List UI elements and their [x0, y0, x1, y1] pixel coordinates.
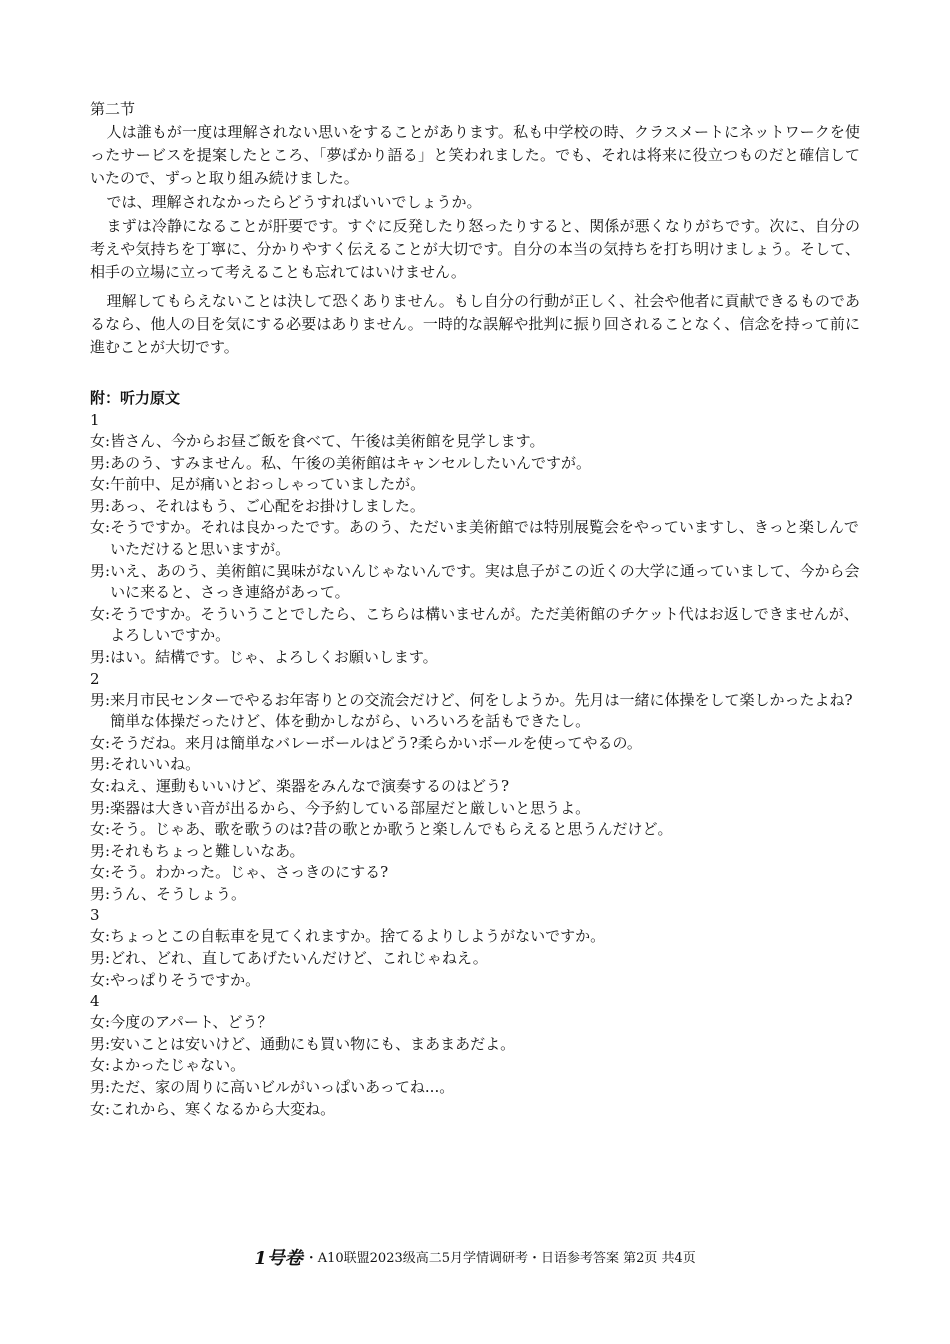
speaker-label: 女:	[90, 863, 111, 882]
line-text: ただ、家の周りに高いビルがいっぱいあってね...。	[110, 1078, 455, 1097]
dialogue-line	[90, 926, 860, 948]
speaker-label: 女:	[90, 1013, 111, 1032]
dialogue-line	[90, 776, 860, 798]
dialogue-line	[90, 970, 860, 992]
speaker-label: 男:	[90, 884, 111, 903]
paragraph-1: 人は誰もが一度は理解されない思いをすることがあります。私も中学校の時、クラスメートにネットワークを使ったサービスを提案したところ、「夢ばかり語る」と笑われました。でも、それは将来に役立つものだと確信していたので、ずっと取り組み続けました。	[90, 123, 860, 187]
speaker-label: 女:	[90, 820, 111, 839]
dialogue-line	[90, 517, 860, 560]
line-text: どれ、どれ、直してあげたいんだけど、これじゃねえ。	[110, 949, 488, 968]
line-text: 安いことは安いけど、通動にも買い物にも、まあまあだよ。	[110, 1034, 516, 1053]
speaker-label: 女:	[90, 733, 111, 752]
dialogue-line	[90, 798, 860, 820]
dialogue-line	[90, 604, 860, 647]
document-body	[90, 98, 860, 1120]
line-text: はい。結構です。じゃ、よろしくお願いします。	[110, 647, 438, 666]
section-title: 第二节	[90, 100, 136, 118]
speaker-label: 女:	[90, 518, 111, 537]
speaker-label: 男:	[90, 496, 111, 515]
speaker-label: 男:	[90, 690, 111, 709]
dialogue-line	[90, 733, 860, 755]
speaker-label: 男:	[90, 949, 111, 968]
line-text: 来月市民センターでやるお年寄りとの交流会だけど、何をしようか。先月は一緒に体操をして楽しかったよね?簡単な体操だったけど、体を動かしながら、いろいろを話もできたし。	[110, 690, 853, 731]
speaker-label: 女:	[90, 1056, 111, 1075]
line-text: ねえ、運動もいいけど、楽器をみんなで演奏するのはどう?	[110, 776, 510, 795]
speaker-label: 男:	[90, 755, 111, 774]
line-text: 楽器は大きい音が出るから、今予約している部屋だと厳しいと思うよ。	[110, 798, 591, 817]
line-text: それもちょっと難しいなあ。	[110, 841, 305, 860]
dialogue-line	[90, 690, 860, 733]
line-text: そうですか。それは良かったです。あのう、ただいま美術館では特別展覧会をやっていますし、きっと楽しんでいただけると思いますが。	[110, 518, 859, 558]
dialogue-line	[90, 1099, 860, 1121]
line-text: よかったじゃない。	[110, 1056, 246, 1075]
line-text: そう。わかった。じゃ、さっきのにする?	[110, 863, 389, 882]
speaker-label: 男:	[90, 841, 111, 860]
dialogue-line	[90, 819, 860, 841]
dialogue-line	[90, 948, 860, 970]
speaker-label: 女:	[90, 604, 111, 623]
footer-text: ・A10联盟2023级高二5月学情调研考・日语参考答案 第2页 共4页	[304, 1251, 696, 1266]
paragraph-4: 理解してもらえないことは決して恐くありません。もし自分の行動が正しく、社会や他者に貢献できるものであるなら、他人の目を気にする必要はありません。一時的な誤解や批判に振り回されることなく、信念を持って前に進むことが大切です。	[90, 292, 860, 356]
dialogue-line	[90, 1012, 860, 1034]
line-text: あっ、それはもう、ご心配をお掛けしました。	[110, 496, 425, 515]
line-text: いえ、あのう、美術館に異味がないんじゃないんです。実は息子がこの近くの大学に通っていまして、今から会いに来ると、さっき連絡があって。	[110, 561, 860, 602]
speaker-label: 女:	[90, 432, 111, 450]
dialogue-number: 4	[90, 992, 100, 1011]
dialogue-line	[90, 841, 860, 863]
line-text: ちょっとこの自転車を見てくれますか。捨てるよりしようがないですか。	[110, 927, 606, 946]
line-text: 皆さん、今からお昼ご飯を食べて、午後は美術館を見学します。	[110, 432, 545, 450]
line-text: そうだね。来月は簡単なバレーボールはどう?柔らかいボールを使ってやるの。	[110, 733, 642, 752]
speaker-label: 女:	[90, 776, 111, 795]
line-text: あのう、すみません。私、午後の美術館はキャンセルしたいんですが。	[110, 453, 591, 472]
speaker-label: 女:	[90, 1099, 111, 1118]
dialogue-number: 3	[90, 906, 100, 925]
line-text: そう。じゃあ、歌を歌うのは?昔の歌とか歌うと楽しんでもらえると思うんだけど。	[110, 820, 673, 839]
dialogue-line	[90, 647, 860, 669]
line-text: うん、そうしょう。	[110, 884, 246, 903]
speaker-label: 女:	[90, 475, 111, 494]
line-text: これから、寒くなるから大変ね。	[110, 1099, 336, 1118]
dialogue-line	[90, 453, 860, 475]
dialogue-line	[90, 1077, 860, 1099]
dialogue-number: 2	[90, 669, 100, 688]
dialogue-line	[90, 496, 860, 518]
speaker-label: 男:	[90, 647, 111, 666]
line-text: 今度のアパート、どう？	[110, 1013, 273, 1032]
line-text: そうですか。そういうことでしたら、こちらは構いませんが。ただ美術館のチケット代はお返しできませんが、よろしいですか。	[110, 604, 859, 645]
dialogue-number: 1	[90, 411, 100, 429]
dialogue-line	[90, 1034, 860, 1056]
dialogue-line	[90, 884, 860, 906]
speaker-label: 女:	[90, 970, 111, 989]
line-text: やっぱりそうですか。	[110, 970, 261, 989]
dialogue-line	[90, 862, 860, 884]
line-text: それいいね。	[110, 755, 201, 774]
speaker-label: 男:	[90, 453, 111, 472]
publisher-logo: 1号卷	[254, 1248, 303, 1269]
page-footer	[0, 1250, 950, 1268]
paragraph-3: まずは冷静になることが肝要です。すぐに反発したり怒ったりすると、関係が悪くなりがちです。次に、自分の考えや気持ちを丁寧に、分かりやすく伝えることが大切です。自分の本当の気持ちを打ち明けましょう。そして、相手の立場に立って考えることも忘れてはいけません。	[90, 217, 860, 281]
line-text: 午前中、足が痛いとおっしゃっていましたが。	[110, 475, 426, 494]
dialogue-line	[90, 431, 860, 453]
dialogue-line	[90, 754, 860, 776]
dialogue-line	[90, 1055, 860, 1077]
speaker-label: 女:	[90, 927, 111, 946]
dialogue-list	[90, 410, 860, 1120]
speaker-label: 男:	[90, 561, 111, 580]
paragraph-2: では、理解されなかったらどうすればいいでしょうか。	[106, 193, 482, 211]
speaker-label: 男:	[90, 798, 111, 817]
dialogue-line	[90, 561, 860, 604]
speaker-label: 男:	[90, 1034, 111, 1053]
speaker-label: 男:	[90, 1078, 111, 1097]
appendix-title: 附：听力原文	[90, 389, 181, 407]
dialogue-line	[90, 474, 860, 496]
